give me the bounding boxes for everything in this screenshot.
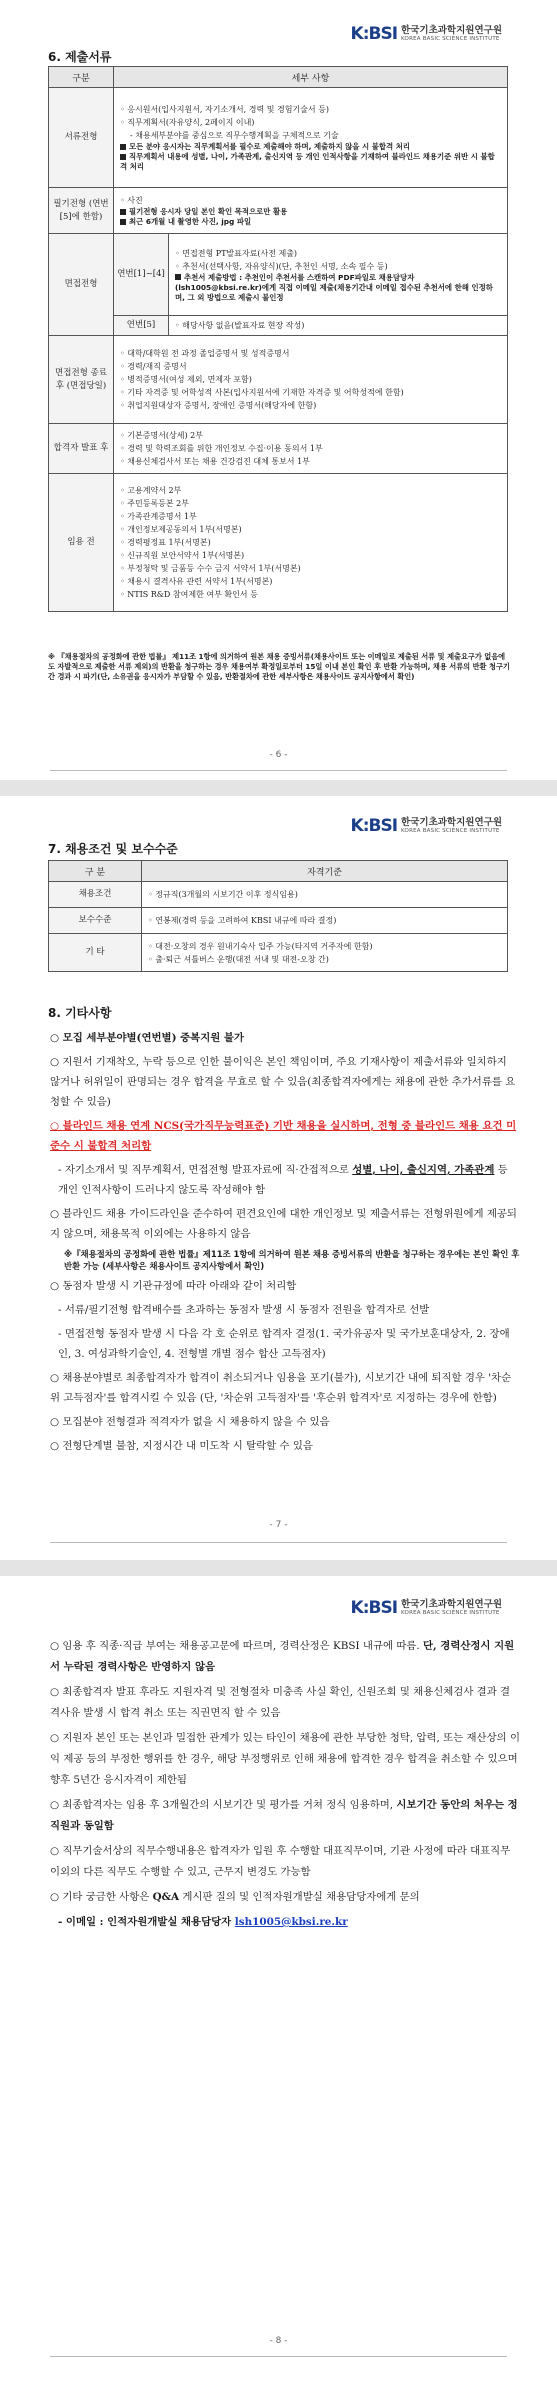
list-item: ○ 기타 궁금한 사항은 Q&A 게시판 질의 및 인적자원개발실 채용담당자에게 문의 [50,1891,420,1903]
list-item: ◦ 개인정보제공동의서 1부(서명본) [120,525,242,534]
list-item: - 면접전형 동점자 발생 시 다음 각 호 순위로 합격자 결정(1. 국가유공자 및 국가보훈대상자, 2. 장애인, 3. 여성과학기술인, 4. 전형별 개별 점수 합산 고득점자) [58,1328,510,1360]
page-number: - 7 - [269,1520,288,1530]
list-item: ◦ 응시원서(입사지원서, 자기소개서, 경력 및 경험기술서 등) [120,105,330,114]
list-item: ◦ 기타 자격증 및 어학성적 사본(입사지원서에 기재한 자격증 및 어학성적에 한함) [120,388,404,397]
org-name-en: KOREA BASIC SCIENCE INSTITUTE [401,1610,500,1616]
section-title: 6. 제출서류 [48,50,112,64]
list-item: ○ 블라인드 채용 가이드라인을 준수하여 편견요인에 대한 개인정보 및 제출서류는 전형위원에게 제공되지 않으며, 채용목적 이외에는 사용하지 않음 [50,1208,517,1240]
row-label: 기 타 [49,934,142,972]
row-content [114,188,508,234]
org-name-en: KOREA BASIC SCIENCE INSTITUTE [401,36,500,42]
list-item: ○ 블라인드 채용 연계 NCS(국가직무능력표준) 기반 채용을 실시하며, 전형 중 블라인드 채용 요건 미준수 시 불합격 처리함 [50,1120,517,1152]
square-bullet-icon [175,274,181,280]
table-row [49,234,508,316]
note: 최근 6개월 내 촬영한 사진, jpg 파일 [120,217,501,227]
list-item: ◦ 주민등록등본 2부 [120,499,189,508]
table-header: 자격기준 [142,861,508,882]
list-item: - 자기소개서 및 직무계획서, 면접전형 발표자료에 직·간접적으로 성별, 나이, 출신지역, 가족관계 등 개인 인적사항이 드러나지 않도록 작성해야 함 [58,1164,508,1196]
sub-label: 연번[1]~[4] [114,234,169,316]
list-item: ◦ 경력 및 학력조회를 위한 개인정보 수집·이용 동의서 1부 [120,444,323,453]
list-item: - 서류/필기전형 합격배수를 초과하는 동점자 발생 시 동점자 전원을 합격자로 선발 [58,1304,430,1316]
list-item: ○ 지원자 본인 또는 본인과 밀접한 관계가 있는 타인이 채용에 관한 부당한 청탁, 압력, 또는 재산상의 이익 제공 등의 부정한 행위를 한 경우, 해당 부정행위로 인해 채용에 합격한 경우 합격을 취소할 수 있으며 향후 5년간 응시자격이 제한됨 [50,1732,521,1786]
row-label: 면접전형 [49,234,114,336]
table-row [49,316,508,336]
logo-mark: K:BSI [350,1598,398,1618]
list-item: ○ 지원서 기재착오, 누락 등으로 인한 불이익은 본인 책임이며, 주요 기재사항이 제출서류와 일치하지 않거나 허위일이 판명되는 경우 합격을 무효로 할 수 있음(최종합격자에게는 채용에 관한 추가서류를 요청할 수 있음) [50,1056,516,1108]
note: 추천서 제출방법 : 추천인이 추천서를 스캔하여 PDF파일로 채용담당자(lsh1005@kbsi.re.kr)에게 직접 이메일 제출(채용기간내 이메일 접수된 추천서에 한해 인정하며, 그 외 방법으로 제출시 불인정 [175,272,493,302]
list-item: ◦ 추천서(선택사항, 자유양식)(단, 추천인 서명, 소속 필수 등) [175,261,388,271]
list-item: ◦ 대학/대학원 전 과정 졸업증명서 및 성적증명서 [120,349,290,358]
note: 필기전형 응시자 당일 본인 확인 목적으로만 활용 [120,207,501,217]
table-row [49,474,508,612]
table-row [49,882,508,908]
row-content: ◦ 해당사항 없음(발표자료 현장 작성) [169,316,508,336]
kbsi-logo [351,1598,502,1618]
page-7 [0,796,557,1560]
footnote: ※ 『채용절차의 공정화에 관한 법률』 제11조 1항에 의거하여 원본 채용 증빙서류(채용사이트 또는 이메일로 제출된 서류 및 제출요구가 없음에도 자발적으로 제출한 서류 제외)의 반환을 청구하는 경우 채용여부 확정일로부터 15일 이내 본인 확인 후 반환 가능하며, 채용 서류의 반환 청구기간 경과 시 파기(단, 소유권을 응시자가 부담할 수 있음, 반환절차에 관한 세부사항은 채용사이트 공지사항에서 확인) [48,652,510,681]
square-bullet-icon [120,209,126,215]
kbsi-logo [351,24,502,44]
page-6 [0,0,557,780]
list-item: - 채용세부분야를 중심으로 직무수행계획을 구체적으로 기술 [130,131,339,140]
list-item: ◦ 경력/재직 증명서 [120,362,187,371]
row-content [114,336,508,424]
list-item: ○ 채용분야별로 최종합격자가 합격이 취소되거나 임용을 포기(불가), 시보기간 내에 퇴직할 경우 '차순위 고득점자'를 합격시킬 수 있음 (단, '차순위 고득점자'를 '후순위 합격자'로 지정하는 경우에 한함) [50,1372,512,1404]
footer-divider [50,1542,507,1543]
list-item: ○ 전형단계별 불참, 지정시간 내 미도착 시 탈락할 수 있음 [50,1440,313,1452]
page-number: - 6 - [269,750,288,760]
list-item: ◦ 출·퇴근 셔틀버스 운행(대전 서내 및 대전-오창 간) [148,954,329,964]
section-title: 8. 기타사항 [48,1006,112,1020]
list-item: ◦ NTIS R&D 참여제한 여부 확인서 등 [120,590,258,599]
row-label: 서류전형 [49,88,114,188]
table-header: 세부 사항 [114,67,508,88]
table-row [49,424,508,474]
documents-table [48,66,508,612]
list-item: ○ 동점자 발생 시 기관규정에 따라 아래와 같이 처리함 [50,1280,297,1292]
row-label: 합격자 발표 후 [49,424,114,474]
table-header: 구 분 [49,861,142,882]
row-content [169,234,508,316]
table-row [49,188,508,234]
list-item: ○ 모집 세부분야별(연번별) 중복지원 불가 [50,1032,244,1044]
footer-divider [50,770,507,771]
list-item: ◦ 병적증명서(여성 제외, 면제자 포함) [120,375,252,384]
list-item: ○ 최종합격자는 임용 후 3개월간의 시보기간 및 평가를 거쳐 정식 임용하며, 시보기간 동안의 처우는 정직원과 동일함 [50,1799,518,1832]
row-content [142,934,508,972]
email-link[interactable]: lsh1005@kbsi.re.kr [234,1916,348,1928]
note: 직무계획서 내용에 성별, 나이, 가족관계, 출신지역 등 개인 인적사항을 기재하여 블라인드 채용기준 위반 시 불합격 처리 [120,152,495,171]
kbsi-logo [351,816,502,836]
list-item: ○ 직무기술서상의 직무수행내용은 합격자가 입원 후 수행할 대표직무이며, 기관 사정에 따라 대표직무 이외의 다른 직무도 수행할 수 있고, 근무지 변경도 가능함 [50,1845,511,1878]
contact-email: - 이메일 : 인적자원개발실 채용담당자 lsh1005@kbsi.re.kr [58,1916,348,1928]
org-name-ko: 한국기초과학지원연구원 [401,25,502,36]
square-bullet-icon [120,144,126,150]
table-row [49,934,508,972]
table-header: 구분 [49,67,114,88]
row-content [114,424,508,474]
row-content: ◦ 정규직(3개월의 시보기간 이후 정식임용) [142,882,508,908]
table-row [49,908,508,934]
row-label: 면접전형 종료 후 (면접당일) [49,336,114,424]
list-item: ◦ 대전·오창의 경우 원내기숙사 입주 가능(타지역 거주자에 한함) [148,941,373,951]
org-name-en: KOREA BASIC SCIENCE INSTITUTE [401,828,500,834]
list-item: ◦ 면접전형 PT발표자료(사전 제출) [175,248,298,258]
logo-mark: K:BSI [350,816,398,836]
logo-mark: K:BSI [350,24,398,44]
list-item: ◦ 경력평정표 1부(서명본) [120,538,211,547]
list-item: ◦ 직무계획서(자유양식, 2페이지 이내) [120,118,255,127]
note: 모든 분야 응시자는 직무계획서를 필수로 제출해야 하며, 제출하지 않을 시 불합격 처리 [120,142,501,152]
row-content: ◦ 연봉제(경력 등을 고려하여 KBSI 내규에 따라 결정) [142,908,508,934]
row-label: 임용 전 [49,474,114,612]
notes-list [50,1028,520,1460]
row-label: 보수수준 [49,908,142,934]
list-item: ◦ 사진 [120,196,143,205]
conditions-table [48,860,508,972]
row-content [114,474,508,612]
list-item: ○ 모집분야 전형결과 적격자가 없을 시 채용하지 않을 수 있음 [50,1416,330,1428]
row-label: 채용조건 [49,882,142,908]
list-item: ◦ 채용시 결격사유 관련 서약서 1부(서명본) [120,577,273,586]
list-item: ○ 임용 후 직종·직급 부여는 채용공고문에 따르며, 경력산정은 KBSI 내규에 따름. 단, 경력산정시 지원서 누락된 경력사항은 반영하지 않음 [50,1640,515,1673]
table-row [49,336,508,424]
list-item: ◦ 고용계약서 2부 [120,486,182,495]
list-item: ○ 최종합격자 발표 후라도 지원자격 및 전형절차 미충족 사실 확인, 신원조회 및 채용신체검사 결과 결격사유 발생 시 합격 취소 또는 직권면직 할 수 있음 [50,1686,511,1719]
list-item: ◦ 채용신체검사서 또는 채용 건강검진 대체 통보서 1부 [120,457,310,466]
page-number: - 8 - [269,2336,288,2346]
list-item: ◦ 신규직원 보안서약서 1부(서명본) [120,551,245,560]
note: ※『채용절차의 공정화에 관한 법률』제11조 1항에 의거하여 원본 채용 증빙서류의 반환을 청구하는 경우에는 본인 확인 후 반환 가능 (세부사항은 채용사이트 공지사항에서 확인) [64,1249,520,1271]
square-bullet-icon [120,219,126,225]
list-item: ◦ 기본증명서(상세) 2부 [120,431,203,440]
sub-label: 연번[5] [114,316,169,336]
square-bullet-icon [120,154,126,160]
footer-divider [50,2356,507,2357]
list-item: ◦ 부정청탁 및 금품등 수수 금지 서약서 1부(서명본) [120,564,301,573]
row-label: 필기전형 (연번[5]에 한함) [49,188,114,234]
list-item: ◦ 가족관계증명서 1부 [120,512,197,521]
page-8 [0,1576,557,2381]
org-name-ko: 한국기초과학지원연구원 [401,1599,502,1610]
row-content [114,88,508,188]
table-row [49,88,508,188]
section-title: 7. 채용조건 및 보수수준 [48,842,178,856]
org-name-ko: 한국기초과학지원연구원 [401,817,502,828]
list-item: ◦ 취업지원대상자 증명서, 장애인 증명서(해당자에 한함) [120,401,317,410]
notes-list [50,1636,520,1937]
